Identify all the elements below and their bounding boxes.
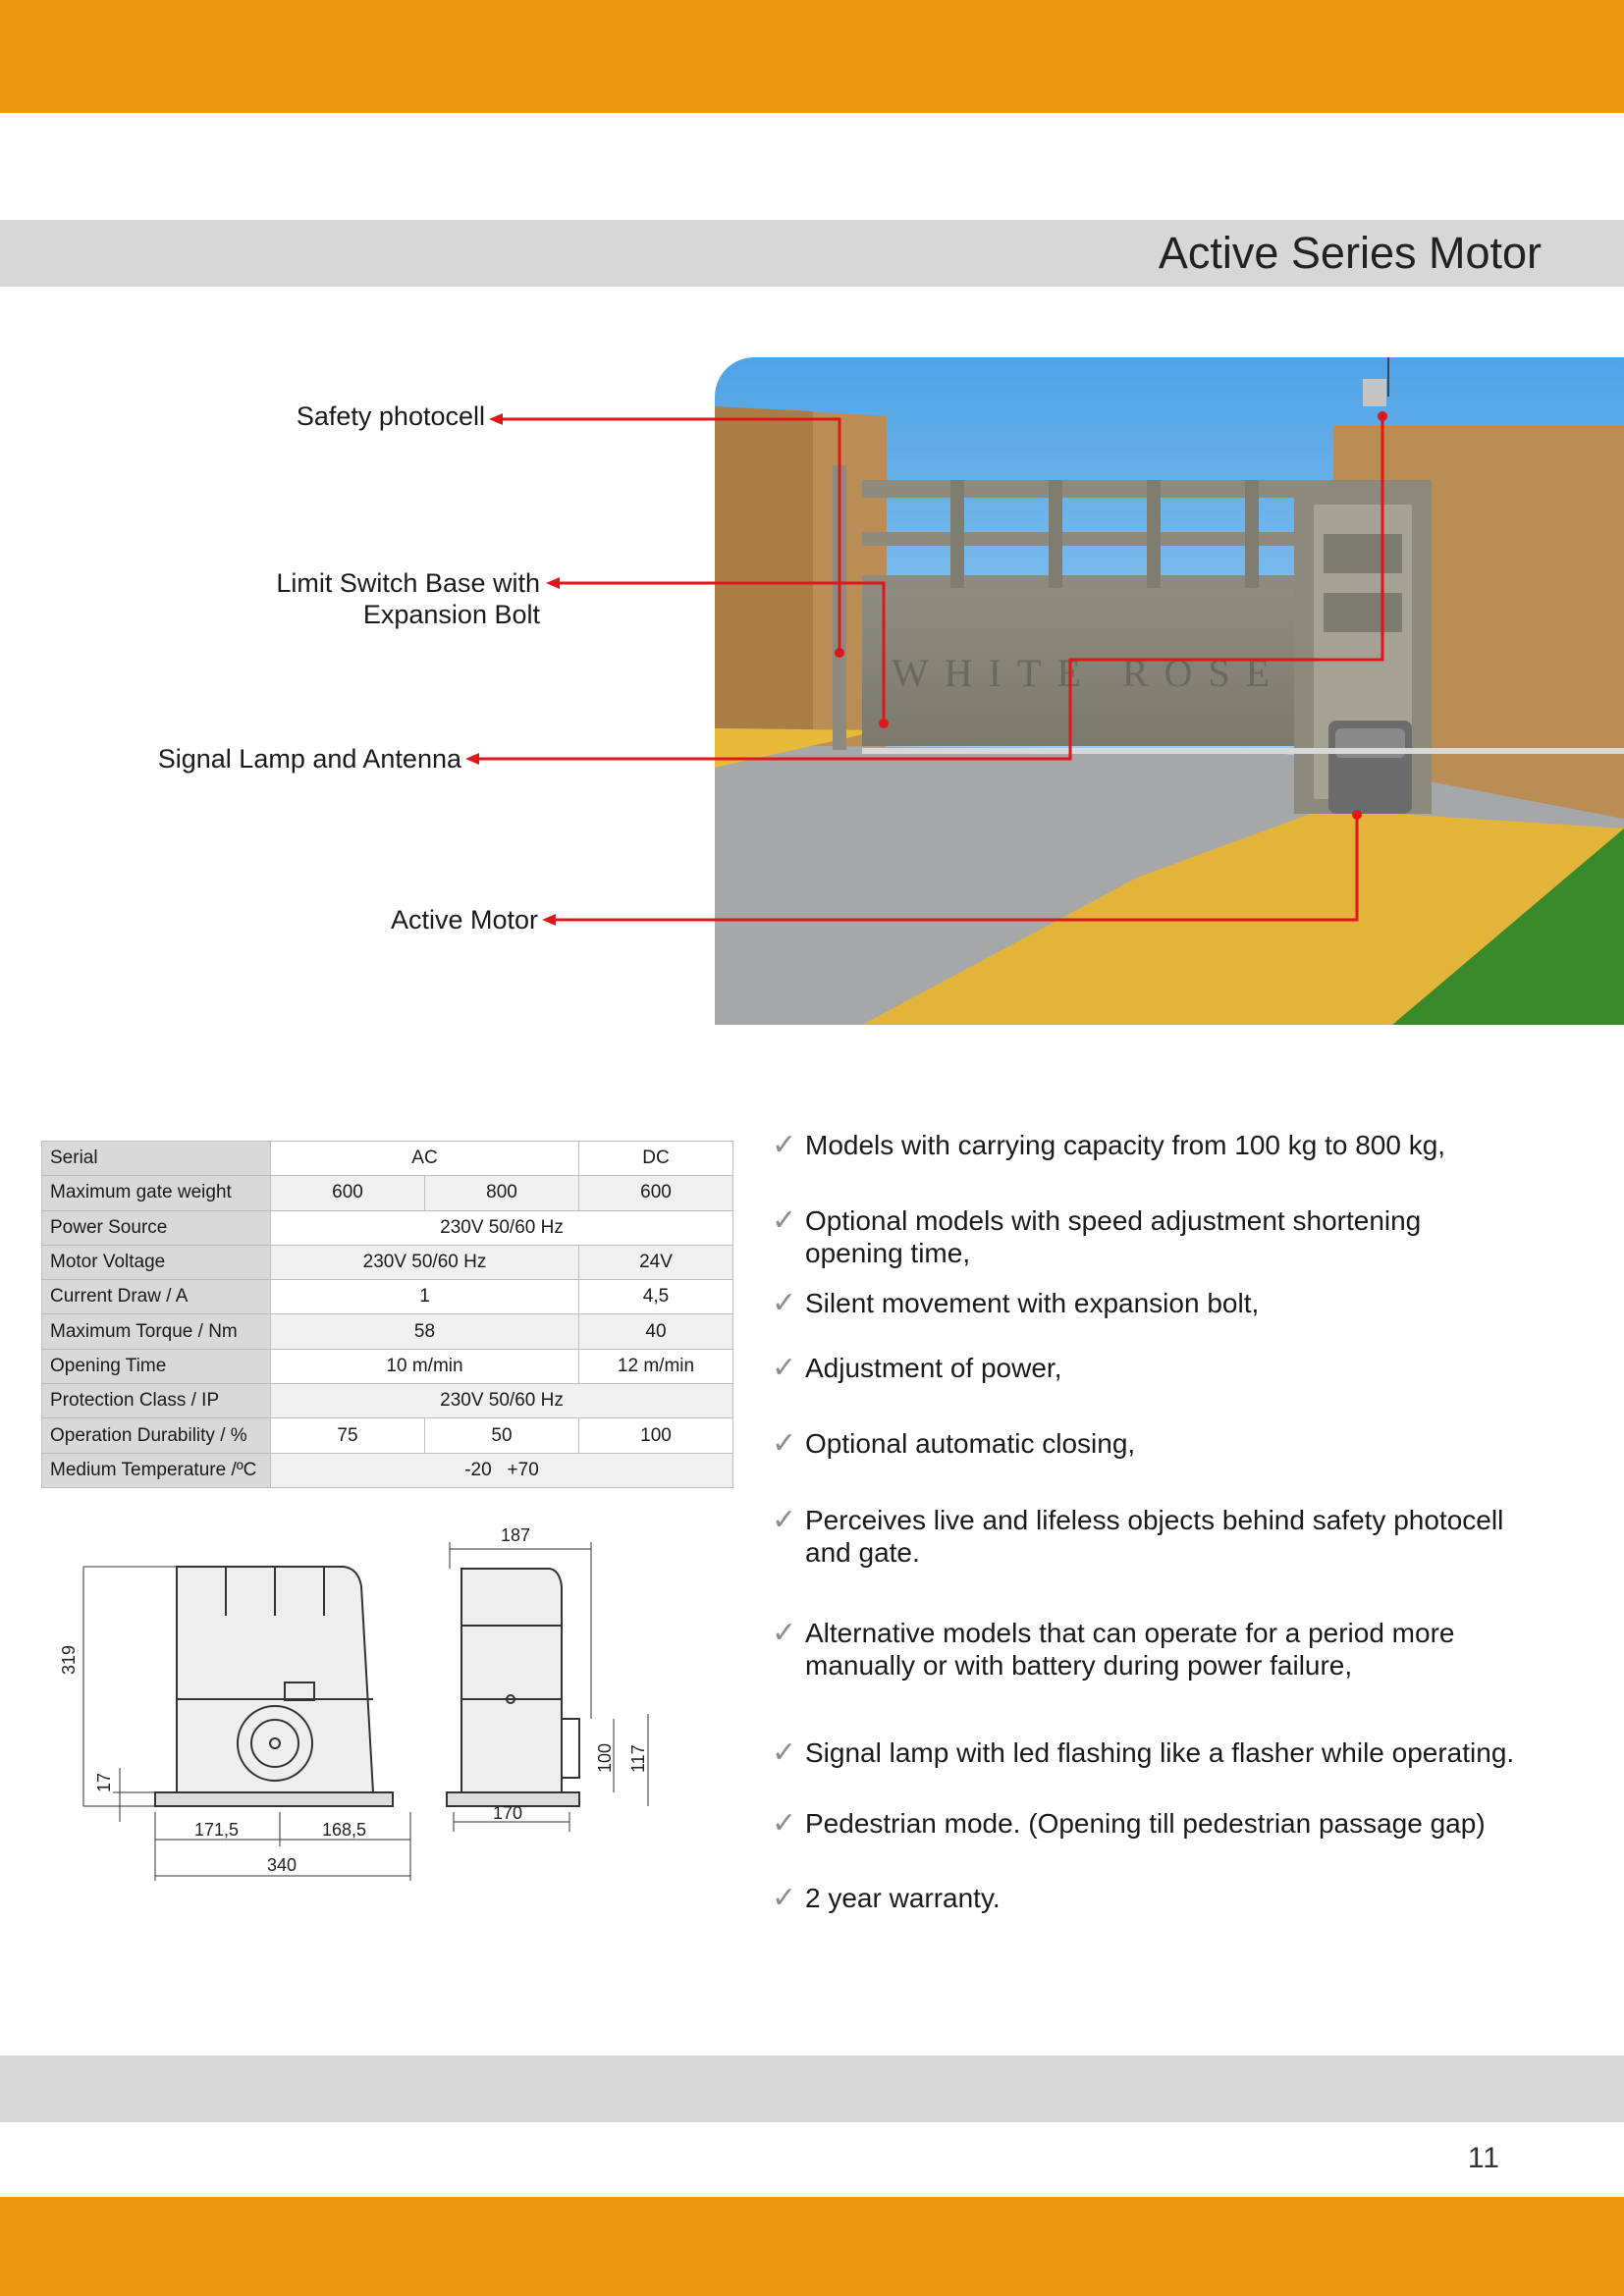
row-label: Protection Class / IP [42, 1384, 271, 1418]
table-cell: 600 [579, 1176, 733, 1210]
list-item [772, 1352, 1577, 1384]
check-icon: ✓ [772, 1287, 797, 1319]
callout-signal-lamp [158, 743, 461, 774]
dim-side-top: 187 [501, 1527, 531, 1545]
dim-side-h1: 100 [595, 1742, 615, 1773]
table-cell: 1 [271, 1280, 579, 1314]
dim-overall-width: 340 [267, 1855, 298, 1875]
feature-text: Silent movement with expansion bolt, [805, 1288, 1260, 1318]
feature-text: Alternative models that can operate for a period more [805, 1618, 1455, 1648]
check-icon: ✓ [772, 1882, 797, 1914]
callout-active-motor [391, 904, 538, 935]
table-cell: -20 +70 [271, 1453, 733, 1487]
dim-right-width: 168,5 [322, 1820, 367, 1840]
table-cell: 12 m/min [579, 1349, 733, 1383]
list-item [772, 1882, 1577, 1914]
feature-text-continued: and gate. [805, 1537, 920, 1568]
feature-text: Pedestrian mode. (Opening till pedestrian passage gap) [805, 1808, 1486, 1839]
table-row [42, 1349, 733, 1383]
gate-lettering: WHITE ROSE [892, 651, 1286, 695]
row-label: Maximum Torque / Nm [42, 1314, 271, 1349]
list-item [772, 1617, 1577, 1682]
callout-limit-switch [276, 567, 540, 630]
table-cell: 10 m/min [271, 1349, 579, 1383]
table-cell: 230V 50/60 Hz [271, 1245, 579, 1279]
list-item [772, 1204, 1577, 1269]
footer-band [0, 2056, 1624, 2122]
table-cell: 600 [271, 1176, 425, 1210]
feature-text-continued: manually or with battery during power failure, [805, 1650, 1353, 1681]
dim-left-width: 171,5 [194, 1820, 240, 1840]
table-row [42, 1418, 733, 1453]
feature-text: Adjustment of power, [805, 1353, 1062, 1383]
feature-text-continued: opening time, [805, 1238, 971, 1268]
row-label: Operation Durability / % [42, 1418, 271, 1453]
list-item [772, 1807, 1577, 1840]
callout-limit-switch-line1: Limit Switch Base with [276, 568, 540, 598]
check-icon: ✓ [772, 1807, 797, 1840]
dim-height-total: 319 [59, 1644, 79, 1675]
table-cell: 24V [579, 1245, 733, 1279]
page-title: Active Series Motor [1158, 228, 1542, 278]
table-cell: 75 [271, 1418, 425, 1453]
callout-active-motor-label: Active Motor [390, 905, 538, 934]
table-row [42, 1314, 733, 1349]
callout-safety-photocell-label: Safety photocell [296, 401, 485, 431]
check-icon: ✓ [772, 1129, 797, 1161]
row-label: Current Draw / A [42, 1280, 271, 1314]
list-item [772, 1129, 1577, 1161]
page-number: 11 [1467, 2142, 1500, 2174]
table-cell: 50 [425, 1418, 579, 1453]
table-row [42, 1280, 733, 1314]
feature-text: Models with carrying capacity from 100 kg to 800 kg, [805, 1130, 1446, 1160]
table-row [42, 1142, 733, 1176]
callout-limit-switch-line2: Expansion Bolt [362, 600, 540, 629]
dimension-drawing [49, 1527, 677, 1891]
check-icon: ✓ [772, 1617, 797, 1649]
table-cell: 230V 50/60 Hz [271, 1384, 733, 1418]
dim-base-height: 17 [94, 1772, 114, 1792]
bottom-orange-band [0, 2197, 1624, 2296]
table-cell: AC [271, 1142, 579, 1176]
table-cell: 4,5 [579, 1280, 733, 1314]
top-orange-band [0, 0, 1624, 113]
check-icon: ✓ [772, 1204, 797, 1237]
table-cell: 58 [271, 1314, 579, 1349]
row-label: Motor Voltage [42, 1245, 271, 1279]
row-label: Serial [42, 1142, 271, 1176]
list-item [772, 1427, 1577, 1460]
table-row [42, 1245, 733, 1279]
dim-side-base: 170 [493, 1803, 523, 1823]
row-label: Opening Time [42, 1349, 271, 1383]
list-item [772, 1504, 1577, 1569]
table-cell: 800 [425, 1176, 579, 1210]
table-cell: 100 [579, 1418, 733, 1453]
table-row [42, 1453, 733, 1487]
table-cell: DC [579, 1142, 733, 1176]
feature-text: 2 year warranty. [805, 1883, 1001, 1913]
check-icon: ✓ [772, 1427, 797, 1460]
spec-table [41, 1141, 733, 1488]
check-icon: ✓ [772, 1352, 797, 1384]
feature-text: Perceives live and lifeless objects behind safety photocell [805, 1505, 1504, 1535]
table-row [42, 1384, 733, 1418]
feature-text: Optional models with speed adjustment shortening [805, 1205, 1422, 1236]
feature-text: Signal lamp with led flashing like a flasher while operating. [805, 1737, 1515, 1768]
dim-side-h2: 117 [628, 1744, 648, 1773]
table-cell: 230V 50/60 Hz [271, 1210, 733, 1245]
table-row [42, 1176, 733, 1210]
row-label: Medium Temperature /ºC [42, 1453, 271, 1487]
row-label: Power Source [42, 1210, 271, 1245]
table-cell: 40 [579, 1314, 733, 1349]
feature-text: Optional automatic closing, [805, 1428, 1136, 1459]
check-icon: ✓ [772, 1736, 797, 1769]
row-label: Maximum gate weight [42, 1176, 271, 1210]
table-row [42, 1210, 733, 1245]
list-item [772, 1736, 1577, 1769]
callout-signal-lamp-label: Signal Lamp and Antenna [157, 744, 461, 774]
callout-safety-photocell [297, 400, 485, 432]
list-item [772, 1287, 1577, 1319]
check-icon: ✓ [772, 1504, 797, 1536]
gate-illustration [715, 357, 1624, 1025]
